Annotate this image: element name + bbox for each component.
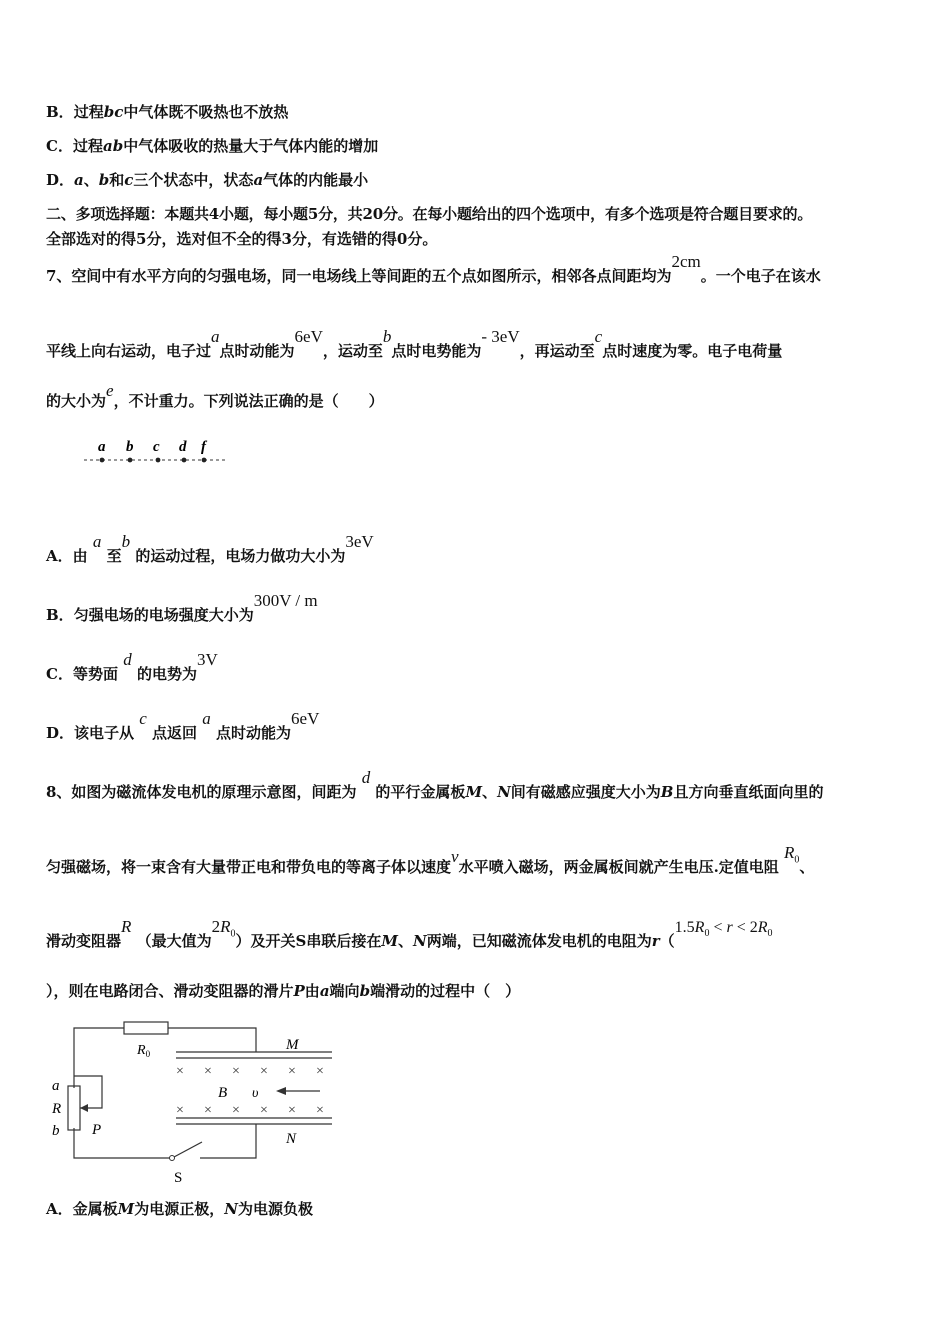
cross-mark: × (288, 1103, 296, 1118)
switch-blade (174, 1142, 202, 1157)
point-b-dot (128, 458, 133, 463)
q7-stem-line3: 的大小为e，不计重力。下列说法正确的是（ ） (46, 381, 384, 410)
label-N: N (286, 1131, 297, 1147)
cross-mark: × (260, 1103, 268, 1118)
rheostat-R (68, 1086, 80, 1130)
point-d-dot (182, 458, 187, 463)
label-a: a (52, 1078, 60, 1094)
velocity-arrow-head (276, 1087, 286, 1095)
option-prev-B: B．过程bc中气体既不吸热也不放热 (46, 103, 289, 121)
q8-stem-line3: 滑动变阻器R （最大值为$2R_0$）及开关S串联后接在M、N两端，已知磁流体发电机的电阻为$r(1.5R_0 < r < 2R_0$ (46, 917, 773, 950)
point-f-dot (202, 458, 207, 463)
section-header-line1: 二、多项选择题：本题共4小题，每小题5分，共20分。在每小题给出的四个选项中，有多个选项是符合题目要求的。 (46, 205, 813, 223)
point-f-label: f (201, 439, 206, 455)
q8-stem-line1: 8、如图为磁流体发电机的原理示意图，间距为 d 的平行金属板M、N间有磁感应强度大小为B且方向垂直纸面向里的 (46, 768, 824, 801)
label-M: M (286, 1037, 299, 1053)
q8-stem-line4: ），则在电路闭合、滑动变阻器的滑片P由a端向b端滑动的过程中（ ） (46, 982, 521, 1000)
option-prev-C: C．过程ab中气体吸收的热量大于气体内能的增加 (46, 137, 379, 155)
option-prev-D: D．a、b和c三个状态中，状态a气体的内能最小 (46, 171, 369, 189)
label-S: S (174, 1170, 183, 1186)
q7-option-C: C．等势面 d 的电势为3V (46, 650, 218, 683)
wire-top-left (74, 1028, 124, 1088)
q7-option-D: D．该电子从 c 点返回 a 点时动能为6eV (46, 709, 320, 742)
q8-circuit-figure (44, 1018, 344, 1190)
cross-mark: × (288, 1064, 296, 1079)
point-b-label: b (126, 439, 134, 455)
slider-wire (74, 1076, 102, 1108)
switch-pivot (170, 1156, 175, 1161)
slider-P-arrow (80, 1104, 88, 1112)
label-v: υ (252, 1086, 259, 1101)
q7-field-points-figure (80, 432, 230, 472)
point-d-label: d (179, 439, 187, 455)
cross-mark: × (260, 1064, 268, 1079)
cross-mark: × (176, 1064, 184, 1079)
q7-stem-line2: 平线上向右运动，电子过a点时动能为6eV，运动至b点时电势能为- 3eV，再运动至c点时速度为零。电子电荷量 (46, 327, 783, 360)
cross-mark: × (232, 1064, 240, 1079)
point-a-label: a (98, 439, 106, 455)
resistor-R0 (124, 1022, 168, 1034)
q7-option-A: A．由 a 至b 的运动过程，电场力做功大小为3eV (46, 532, 374, 565)
label-P: P (92, 1122, 102, 1138)
wire-top-right (168, 1028, 256, 1052)
label-b: b (52, 1123, 60, 1139)
q7-stem-line1: 7、空间中有水平方向的匀强电场，同一电场线上等间距的五个点如图所示，相邻各点间距均为2cm。一个电子在该水 (46, 252, 821, 285)
point-a-dot (100, 458, 105, 463)
section-header-line2: 全部选对的得5分，选对但不全的得3分，有选错的得0分。 (46, 230, 438, 248)
label-B: B (218, 1085, 228, 1101)
point-c-dot (156, 458, 161, 463)
wire-bottom-right (200, 1124, 256, 1158)
cross-mark: × (204, 1103, 212, 1118)
cross-mark: × (316, 1064, 324, 1079)
label-R0: $R_0$ (137, 1043, 151, 1059)
label-R: R (52, 1101, 62, 1117)
cross-mark: × (176, 1103, 184, 1118)
q8-option-A: A．金属板M为电源正极，N为电源负极 (46, 1200, 314, 1218)
cross-mark: × (204, 1064, 212, 1079)
point-c-label: c (153, 439, 160, 455)
wire-bottom-left (74, 1128, 170, 1158)
q8-stem-line2: 匀强磁场，将一束含有大量带正电和带负电的等离子体以速度v水平喷入磁场，两金属板间就产生电压.定值电阻 $R_0$、 (46, 843, 815, 876)
q7-option-B: B．匀强电场的电场强度大小为300V / m (46, 591, 318, 624)
cross-mark: × (232, 1103, 240, 1118)
cross-mark: × (316, 1103, 324, 1118)
